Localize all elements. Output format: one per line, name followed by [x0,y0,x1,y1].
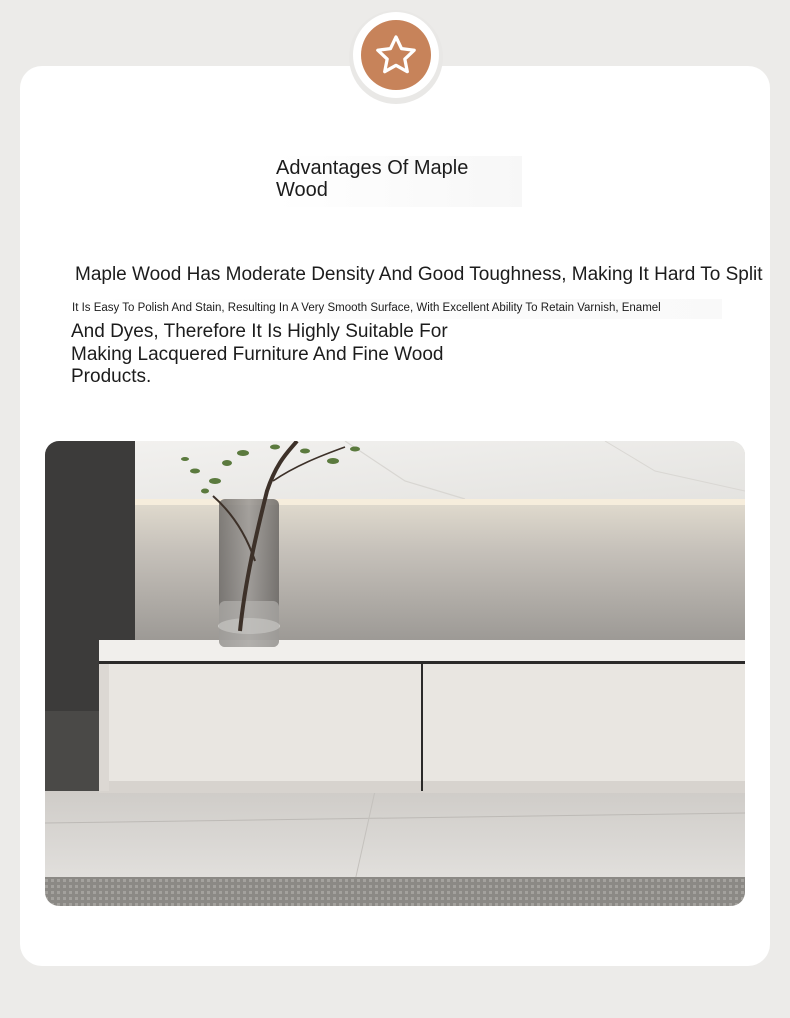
detail-paragraph: And Dyes, Therefore It Is Highly Suitable For Making Lacquered Furniture And Fine Wood Products. [71,321,448,387]
tv-cabinet-illustration [45,441,745,906]
section-heading: Advantages Of Maple Wood [276,156,522,207]
badge-inner [353,12,439,98]
lead-text: Maple Wood Has Moderate Density And Good Toughness, Making It Hard To Split [75,264,763,285]
product-photo [45,441,745,906]
star-icon [373,32,419,78]
star-badge [361,20,431,90]
detail-line: It Is Easy To Polish And Stain, Resulting In A Very Smooth Surface, With Excellent Ability To Retain Varnish, Enamel [72,299,722,319]
badge-ring [349,10,443,104]
